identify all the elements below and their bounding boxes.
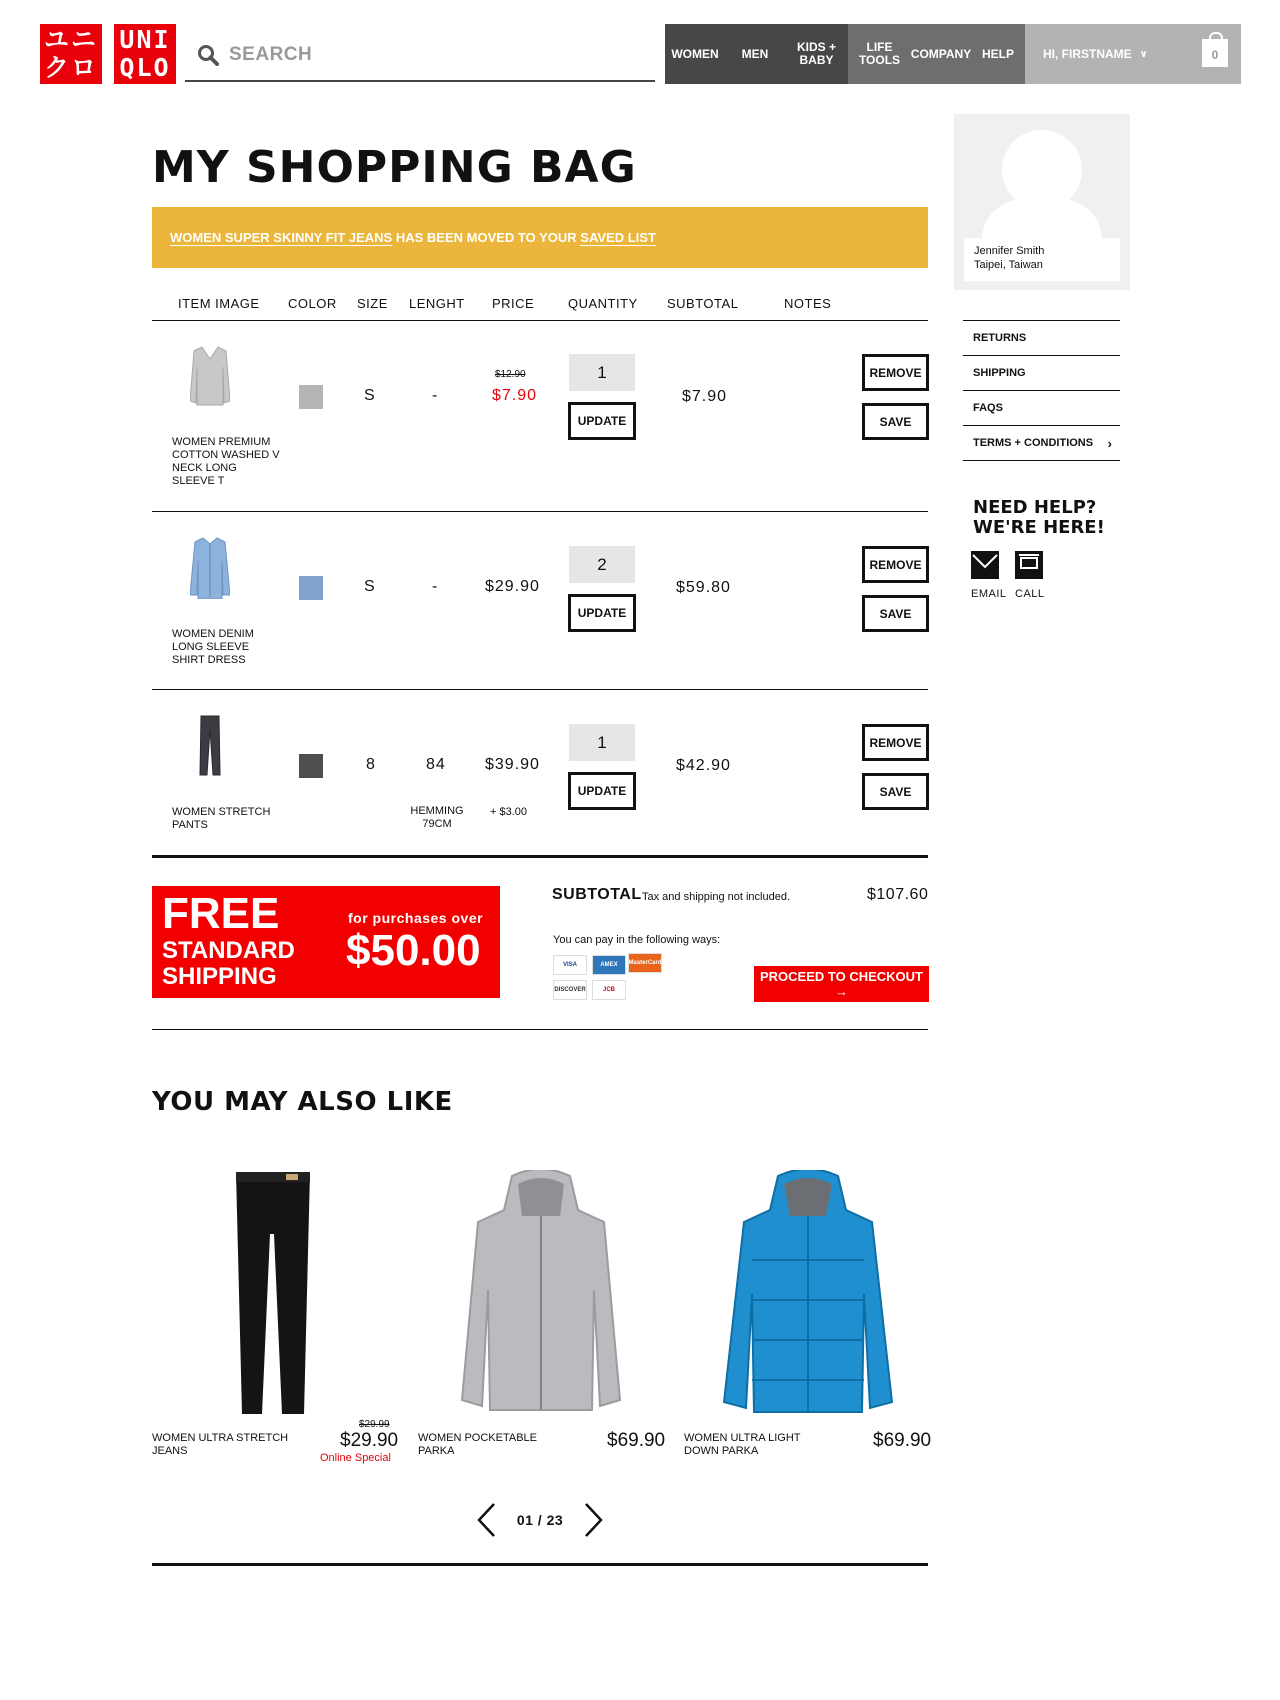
update-button[interactable]: UPDATE xyxy=(568,402,636,440)
profile-card xyxy=(954,114,1130,290)
save-button[interactable]: SAVE xyxy=(862,595,929,632)
subtotal-amount: $107.60 xyxy=(867,886,929,903)
remove-button[interactable]: REMOVE xyxy=(862,354,929,391)
profile-location: Taipei, Taiwan xyxy=(974,259,1043,271)
help-line-1: NEED HELP? xyxy=(973,497,1097,518)
payment-methods-note: You can pay in the following ways: xyxy=(553,934,721,946)
user-menu[interactable] xyxy=(1025,24,1241,84)
divider xyxy=(152,511,928,512)
table-row xyxy=(190,537,230,604)
subtotal-note: Tax and shipping not included. xyxy=(642,891,790,903)
divider xyxy=(152,855,928,858)
product-card[interactable] xyxy=(230,1170,316,1421)
remove-button[interactable]: REMOVE xyxy=(862,724,929,761)
item-subtotal: $42.90 xyxy=(676,757,731,774)
product-price: $69.90 xyxy=(607,1430,666,1451)
item-sale-price: $7.90 xyxy=(492,387,538,404)
item-name[interactable]: WOMEN STRETCH PANTS xyxy=(172,806,271,831)
item-name[interactable]: WOMEN PREMIUM COTTON WASHED V NECK LONG SLEEVE T xyxy=(172,436,280,487)
recommendations-title: YOU MAY ALSO LIKE xyxy=(152,1087,453,1117)
col-header-size: SIZE xyxy=(357,296,388,311)
item-name[interactable]: WOMEN DENIM LONG SLEEVE SHIRT DRESS xyxy=(172,628,254,666)
save-button[interactable]: SAVE xyxy=(862,773,929,810)
item-subtotal: $59.80 xyxy=(676,579,731,596)
col-header-subtotal: SUBTOTAL xyxy=(667,296,739,311)
logo-latin-line1: UNI xyxy=(119,25,171,54)
banner-saved-list-link[interactable]: SAVED LIST xyxy=(580,230,656,245)
uniqlo-logo-katakana[interactable] xyxy=(40,24,102,84)
nav-kids-baby[interactable]: KIDS + BABY xyxy=(785,24,848,84)
promo-standard-text: STANDARD xyxy=(162,937,295,964)
nav-women[interactable]: WOMEN xyxy=(665,24,725,84)
product-thumbnail-denim-shirt[interactable] xyxy=(190,537,230,599)
item-price: $29.90 xyxy=(485,578,540,595)
update-button[interactable]: UPDATE xyxy=(568,772,636,810)
hemming-price: + $3.00 xyxy=(490,806,528,818)
update-button[interactable]: UPDATE xyxy=(568,594,636,632)
product-thumbnail-stretch-pants[interactable] xyxy=(190,715,230,777)
col-header-item-image: ITEM IMAGE xyxy=(178,296,260,311)
amex-card-icon: AMEX xyxy=(592,955,626,975)
color-swatch xyxy=(299,576,323,600)
chevron-left-icon[interactable] xyxy=(475,1502,497,1538)
banner-text: HAS BEEN MOVED TO YOUR xyxy=(392,230,581,245)
main-nav xyxy=(665,24,1241,84)
item-size: 8 xyxy=(366,756,376,773)
search-input[interactable] xyxy=(229,44,609,66)
quantity-input[interactable] xyxy=(569,546,635,583)
nav-men[interactable]: MEN xyxy=(725,24,785,84)
need-help-heading xyxy=(973,498,1105,538)
email-contact[interactable] xyxy=(971,551,999,584)
avatar[interactable] xyxy=(954,114,1130,238)
chevron-down-icon: ∨ xyxy=(1139,48,1148,60)
product-name[interactable]: WOMEN POCKETABLE PARKA xyxy=(418,1432,537,1457)
table-row xyxy=(190,715,230,782)
divider xyxy=(152,689,928,690)
profile-info xyxy=(964,238,1120,281)
shopping-bag-icon[interactable] xyxy=(1202,39,1228,67)
nav-company[interactable]: COMPANY xyxy=(911,24,971,84)
sidebar-link-terms[interactable] xyxy=(963,425,1120,461)
divider xyxy=(152,1563,928,1566)
sidebar-link-faqs[interactable]: FAQS xyxy=(963,390,1120,425)
carousel-pager xyxy=(475,1500,605,1540)
item-price: $39.90 xyxy=(485,756,540,773)
product-price: $29.90 xyxy=(340,1430,399,1451)
item-size: S xyxy=(364,387,376,404)
phone-icon[interactable] xyxy=(1015,551,1043,579)
col-header-quantity: QUANTITY xyxy=(568,296,638,311)
sidebar-link-terms-label: TERMS + CONDITIONS xyxy=(973,437,1094,449)
product-image-jeans[interactable] xyxy=(230,1170,316,1416)
product-card[interactable] xyxy=(460,1170,622,1421)
discover-card-icon: DISCOVER xyxy=(553,980,587,1000)
bag-count: 0 xyxy=(1211,48,1219,62)
item-original-price: $12.90 xyxy=(495,369,526,380)
product-card[interactable] xyxy=(722,1170,894,1421)
quantity-input[interactable] xyxy=(569,724,635,761)
item-subtotal: $7.90 xyxy=(682,388,728,405)
color-swatch xyxy=(299,385,323,409)
profile-name: Jennifer Smith xyxy=(974,245,1045,257)
email-label[interactable]: EMAIL xyxy=(971,588,1007,600)
item-length: 84 xyxy=(426,756,446,773)
nav-help[interactable]: HELP xyxy=(971,24,1025,84)
pager-indicator: 01 / 23 xyxy=(516,1512,564,1528)
col-header-notes: NOTES xyxy=(784,296,832,311)
logo-katakana-line1: ユニ xyxy=(43,25,98,54)
jcb-card-icon: JCB xyxy=(592,980,626,1000)
table-row xyxy=(190,345,230,412)
item-length: - xyxy=(432,578,439,595)
product-image-ultra-light-down-parka[interactable] xyxy=(722,1170,894,1416)
promo-shipping-text: SHIPPING xyxy=(162,963,277,990)
proceed-to-checkout-button[interactable]: PROCEED TO CHECKOUT → xyxy=(754,966,929,1002)
product-thumbnail-vneck-tee[interactable] xyxy=(190,345,230,407)
save-button[interactable]: SAVE xyxy=(862,403,929,440)
promo-free-text: FREE xyxy=(162,889,280,938)
divider xyxy=(152,1029,928,1030)
item-length: - xyxy=(432,387,439,404)
quantity-input[interactable] xyxy=(569,354,635,391)
logo-latin-line2: QLO xyxy=(119,53,171,82)
product-original-price: $29.99 xyxy=(359,1419,390,1430)
help-line-2: WE'RE HERE! xyxy=(973,517,1105,538)
free-shipping-promo xyxy=(152,886,500,998)
online-special-badge: Online Special xyxy=(320,1452,391,1464)
logo-katakana-line2: クロ xyxy=(43,53,98,82)
nav-life-tools[interactable]: LIFE TOOLS xyxy=(848,24,911,84)
col-header-length: LENGHT xyxy=(409,296,465,311)
promo-amount: $50.00 xyxy=(346,926,481,975)
call-contact[interactable] xyxy=(1015,551,1043,584)
color-swatch xyxy=(299,754,323,778)
banner-item-link[interactable]: WOMEN SUPER SKINNY FIT JEANS xyxy=(170,230,393,245)
promo-standard-shipping xyxy=(162,938,295,990)
visa-card-icon: VISA xyxy=(553,955,587,975)
sidebar-link-returns[interactable]: RETURNS xyxy=(963,320,1120,355)
promo-condition: for purchases over xyxy=(348,910,484,926)
product-price: $69.90 xyxy=(873,1430,932,1451)
mastercard-icon: MasterCard xyxy=(628,953,662,973)
chevron-right-icon[interactable] xyxy=(583,1502,605,1538)
user-greeting: HI, FIRSTNAME xyxy=(1043,47,1132,61)
divider xyxy=(152,320,928,321)
product-image-pocketable-parka[interactable] xyxy=(460,1170,622,1416)
item-size: S xyxy=(364,578,376,595)
col-header-color: COLOR xyxy=(288,296,337,311)
uniqlo-logo-latin[interactable] xyxy=(114,24,176,84)
product-name[interactable]: WOMEN ULTRA LIGHT DOWN PARKA xyxy=(684,1432,801,1457)
search-bar xyxy=(185,30,655,82)
chevron-right-icon: › xyxy=(1107,435,1112,451)
moved-item-banner xyxy=(152,207,928,268)
email-icon[interactable] xyxy=(971,551,999,579)
product-name[interactable]: WOMEN ULTRA STRETCH JEANS xyxy=(152,1432,289,1457)
search-icon[interactable] xyxy=(197,44,219,66)
subtotal-label: SUBTOTAL xyxy=(552,886,642,903)
call-label[interactable]: CALL xyxy=(1015,588,1045,600)
page-title: MY SHOPPING BAG xyxy=(152,142,637,193)
remove-button[interactable]: REMOVE xyxy=(862,546,929,583)
sidebar-link-shipping[interactable]: SHIPPING xyxy=(963,355,1120,390)
hemming-note: HEMMING 79CM xyxy=(410,805,464,830)
col-header-price: PRICE xyxy=(492,296,535,311)
